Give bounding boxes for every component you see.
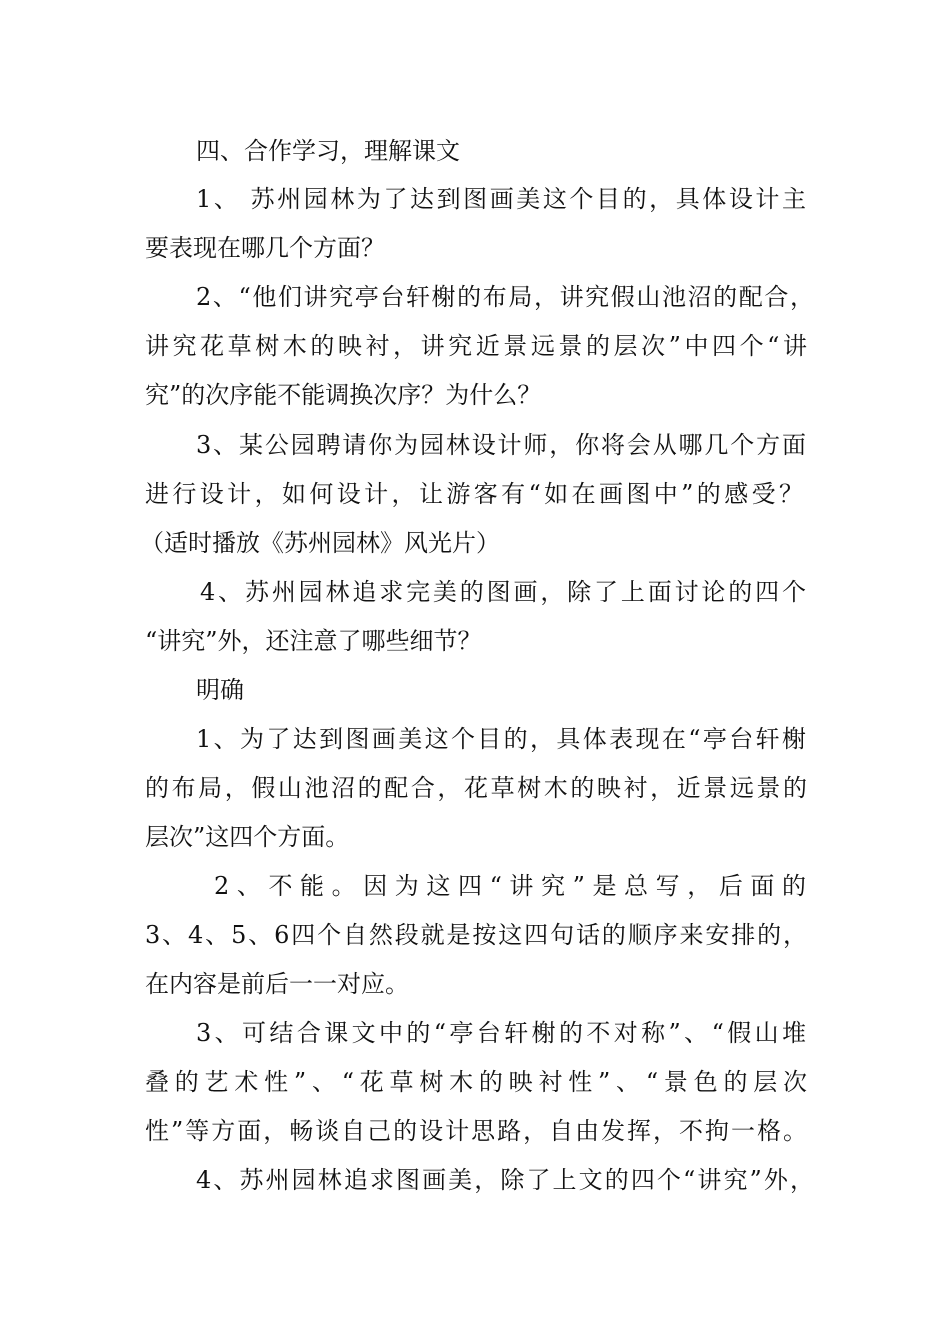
question-4-line-1: 4、苏州园林追求完美的图画，除了上面讨论的四个 <box>200 578 806 606</box>
answer-2-line-2: 3、4、5、6四个自然段就是按这四句话的顺序来安排的， <box>145 921 807 949</box>
answer-3-line-1: 3、可结合课文中的“亭台轩榭的不对称”、“假山堆 <box>196 1019 806 1047</box>
question-2-line-1: 2、“他们讲究亭台轩榭的布局，讲究假山池沼的配合， <box>196 283 814 311</box>
answer-4-line-1: 4、苏州园林追求图画美，除了上文的四个“讲究”外， <box>196 1166 814 1194</box>
question-2-line-2: 讲究花草树木的映衬，讲究近景远景的层次”中四个“讲 <box>145 332 807 360</box>
question-1-line-1: 1、 苏州园林为了达到图画美这个目的，具体设计主 <box>196 185 806 213</box>
question-3-line-1: 3、某公园聘请你为园林设计师，你将会从哪几个方面 <box>196 431 806 459</box>
answer-3-line-2: 叠的艺术性”、“花草树木的映衬性”、“景色的层次 <box>145 1068 807 1096</box>
section-heading: 四、合作学习，理解课文 <box>196 137 460 165</box>
question-2-line-3: 究”的次序能不能调换次序？为什么？ <box>145 381 542 409</box>
question-3-line-3: （适时播放《苏州园林》风光片） <box>140 529 500 557</box>
answers-label: 明确 <box>196 676 244 704</box>
answer-3-line-3: 性”等方面，畅谈自己的设计思路，自由发挥，不拘一格。 <box>145 1117 807 1145</box>
question-4-line-2: “讲究”外，还注意了哪些细节？ <box>145 627 482 655</box>
question-3-line-2: 进行设计，如何设计，让游客有“如在画图中”的感受？ <box>145 480 803 508</box>
answer-1-line-2: 的布局，假山池沼的配合，花草树木的映衬，近景远景的 <box>145 774 807 802</box>
answer-1-line-3: 层次”这四个方面。 <box>145 823 350 851</box>
question-1-line-2: 要表现在哪几个方面？ <box>145 234 385 262</box>
answer-2-line-3: 在内容是前后一一对应。 <box>145 970 409 998</box>
answer-1-line-1: 1、为了达到图画美这个目的，具体表现在“亭台轩榭 <box>196 725 806 753</box>
answer-2-line-1: 2、不能。因为这四“讲究”是总写，后面的 <box>214 872 806 900</box>
